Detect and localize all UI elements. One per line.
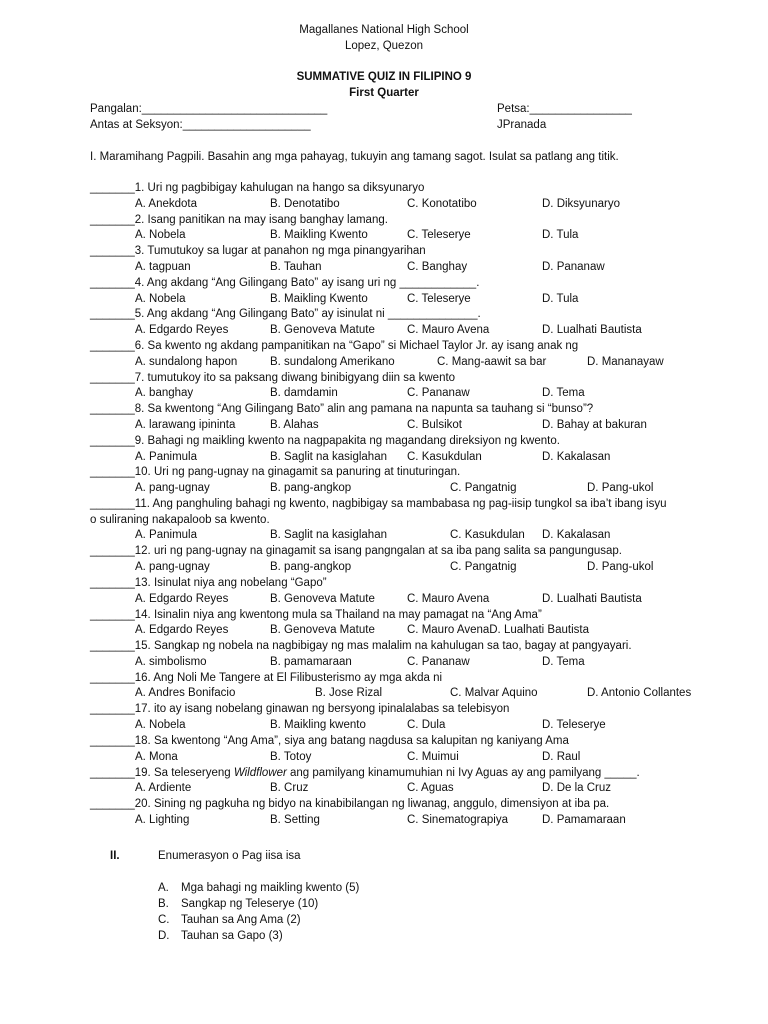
option-c: C. Kasukdulan	[450, 529, 525, 542]
option-b: B. Totoy	[270, 750, 312, 763]
question-5: _______5. Ang akdang “Ang Gilingang Bato” ay isinulat ni ______________.	[90, 308, 481, 321]
question-11: _______11. Ang panghuling bahagi ng kwento, nagbibigay sa mambabasa ng pag-iisip tungkol sa iba’t ibang isyu	[90, 498, 667, 510]
question-15: _______15. Sangkap ng nobela na nagbibigay ng mas malalim na kahulugan sa tao, bagay at pangyayari.	[90, 640, 632, 653]
option-c: C. Pananaw	[407, 655, 470, 668]
section-field: Antas at Seksyon:____________________	[90, 119, 311, 131]
options-row	[135, 198, 735, 212]
option-c: C. Bulsikot	[407, 418, 462, 431]
option-b: B. Denotatibo	[270, 197, 340, 210]
option-d: D. Lualhati Bautista	[542, 592, 642, 605]
option-d: D. Antonio Collantes	[587, 687, 692, 700]
option-a: A. Lighting	[135, 813, 190, 826]
part2-title: Enumerasyon o Pag iisa isa	[158, 850, 301, 862]
school-location: Lopez, Quezon	[344, 40, 423, 52]
option-b: B. Maikling kwento	[270, 719, 366, 731]
question-text-post: ang pamilyang kinamumuhian ni Ivy Aguas ay ang pamilyang _____.	[286, 766, 640, 779]
option-a: A. simbolismo	[135, 655, 207, 668]
enum-letter: D.	[158, 930, 170, 942]
question-4: _______4. Ang akdang “Ang Gilingang Bato” ay isang uri ng ____________.	[90, 276, 480, 289]
enum-item: Tauhan sa Gapo (3)	[181, 930, 283, 942]
question-11-continuation: o suliraning nakapaloob sa kwento.	[90, 513, 270, 526]
option-c: C. Pananaw	[407, 387, 470, 400]
option-d: D. Kakalasan	[542, 529, 611, 542]
option-d: D. Kakalasan	[542, 450, 611, 463]
enum-item: Tauhan sa Ang Ama (2)	[181, 914, 301, 926]
option-c: C. Sinematograpiya	[407, 813, 508, 826]
option-a: A. Nobela	[135, 292, 186, 305]
option-b: B. Maikling Kwento	[270, 292, 368, 305]
option-b: B. pamamaraan	[270, 655, 352, 668]
option-a: A. Andres Bonifacio	[135, 687, 236, 700]
options-row	[135, 529, 735, 543]
option-c: C. Muimui	[407, 750, 459, 763]
option-b: B. damdamin	[270, 387, 338, 400]
option-b: B. Alahas	[270, 418, 319, 431]
options-row	[135, 482, 735, 496]
option-b: B. Saglit na kasiglahan	[270, 529, 387, 542]
question-6: _______6. Sa kwento ng akdang pampanitikan na “Gapo” si Michael Taylor Jr. ay isang anak ng	[90, 340, 579, 352]
option-b: B. Genoveva Matute	[270, 592, 375, 605]
option-a: A. larawang ipininta	[135, 418, 236, 431]
options-row	[135, 419, 735, 433]
teacher-name: JPranada	[497, 119, 547, 131]
question-text-pre: _______19. Sa teleseryeng	[90, 766, 234, 779]
option-a: A. Nobela	[135, 719, 186, 731]
option-c: C. Aguas	[407, 782, 454, 795]
options-row	[135, 356, 735, 370]
option-d: D. Tula	[542, 292, 579, 305]
option-d: D. De la Cruz	[542, 782, 612, 795]
option-a: A. pang-ugnay	[135, 561, 210, 573]
enum-item: Mga bahagi ng maikling kwento (5)	[181, 882, 360, 894]
question-text-italic: Wildflower	[233, 766, 287, 779]
option-a: A. Ardiente	[135, 782, 192, 795]
option-b: B. Saglit na kasiglahan	[270, 450, 387, 463]
part1-instructions: I. Maramihang Pagpili. Basahin ang mga pahayag, tukuyin ang tamang sagot. Isulat sa patlang ang titik.	[90, 151, 619, 163]
option-a: A. banghay	[135, 387, 194, 400]
question-17: _______17. ito ay isang nobelang ginawan ng bersyong ipinalalabas sa telebisyon	[90, 703, 510, 716]
question-12: _______12. uri ng pang-ugnay na ginagamit sa isang pangngalan at sa iba pang salita sa pangungusap.	[90, 545, 622, 558]
enum-letter: A.	[158, 882, 169, 894]
option-a: A. Edgardo Reyes	[135, 592, 229, 605]
option-a: A. Panimula	[135, 450, 198, 463]
question-9: _______9. Bahagi ng maikling kwento na nagpapakita ng magandang direksiyon ng kwento.	[90, 434, 560, 447]
date-field: Petsa:________________	[497, 103, 632, 115]
enum-item: Sangkap ng Teleserye (10)	[181, 898, 319, 910]
option-d: D. Raul	[542, 750, 581, 763]
option-c: C. Mauro Avena	[407, 592, 490, 605]
options-row	[135, 624, 735, 638]
name-field: Pangalan:_____________________________	[90, 103, 328, 115]
option-b: B. sundalong Amerikano	[270, 355, 395, 368]
option-d: D. Tema	[542, 655, 585, 668]
options-row	[135, 687, 735, 701]
options-row	[135, 293, 735, 307]
option-b: B. Tauhan	[270, 260, 322, 273]
option-d: D. Diksyunaryo	[542, 197, 620, 210]
option-c: C. Mauro AvenaD. Lualhati Bautista	[407, 624, 589, 637]
option-c: C. Teleserye	[407, 229, 471, 242]
option-c: C. Pangatnig	[450, 482, 517, 495]
option-a: A. Edgardo Reyes	[135, 624, 229, 637]
option-b: B. pang-angkop	[270, 482, 352, 495]
option-b: B. Cruz	[270, 782, 309, 795]
option-b: B. Jose Rizal	[315, 687, 383, 700]
question-3: _______3. Tumutukoy sa lugar at panahon ng mga pinangyarihan	[90, 245, 426, 258]
question-13: _______13. Isinulat niya ang nobelang “Gapo”	[90, 576, 327, 589]
option-d: D. Mananayaw	[587, 355, 664, 368]
option-a: A. tagpuan	[135, 260, 191, 273]
question-7: _______7. tumutukoy ito sa paksang diwang binibigyang diin sa kwento	[90, 371, 456, 384]
option-a: A. Panimula	[135, 529, 198, 542]
quiz-title: SUMMATIVE QUIZ IN FILIPINO 9	[296, 71, 472, 83]
question-8: _______8. Sa kwentong “Ang Gilingang Bato” alin ang pamana na napunta sa tauhang si “bunso”?	[90, 403, 594, 416]
question-20: _______20. Sining ng pagkuha ng bidyo na kinabibilangan ng liwanag, anggulo, dimensiyon at iba pa.	[90, 798, 610, 811]
option-a: A. Edgardo Reyes	[135, 324, 229, 337]
question-2: _______2. Isang panitikan na may isang banghay lamang.	[90, 213, 388, 226]
options-row	[135, 814, 735, 828]
options-row	[135, 324, 735, 338]
option-b: B. Maikling Kwento	[270, 229, 368, 242]
option-d: D. Pang-ukol	[587, 561, 654, 573]
option-b: B. Genoveva Matute	[270, 324, 375, 337]
option-d: D. Tema	[542, 387, 585, 400]
option-d: D. Pamamaraan	[542, 813, 626, 826]
option-c: C. Mauro Avena	[407, 324, 490, 337]
option-c: C. Malvar Aquino	[450, 687, 538, 700]
enum-letter: B.	[158, 898, 169, 910]
option-a: A. Nobela	[135, 229, 186, 242]
option-b: B. pang-angkop	[270, 561, 352, 573]
options-row	[135, 656, 735, 670]
options-row	[135, 782, 735, 796]
question-14: _______14. Isinalin niya ang kwentong mula sa Thailand na may pamagat na “Ang Ama”	[90, 608, 542, 621]
option-c: C. Dula	[407, 719, 446, 731]
option-a: A. Mona	[135, 750, 178, 763]
option-a: A. pang-ugnay	[135, 482, 210, 495]
enum-letter: C.	[158, 914, 170, 926]
option-d: D. Lualhati Bautista	[542, 324, 642, 337]
quarter-label: First Quarter	[349, 87, 419, 99]
options-row	[135, 451, 735, 465]
option-c: C. Kasukdulan	[407, 450, 482, 463]
options-row	[135, 593, 735, 607]
option-d: D. Pang-ukol	[587, 482, 654, 495]
option-c: C. Teleserye	[407, 292, 471, 305]
school-name: Magallanes National High School	[299, 24, 469, 36]
option-c: C. Banghay	[407, 260, 468, 273]
options-row	[135, 261, 735, 275]
part2-numeral: II.	[110, 850, 120, 862]
question-16: _______16. Ang Noli Me Tangere at El Filibusterismo ay mga akda ni	[90, 671, 443, 684]
options-row	[135, 719, 735, 733]
question-1: _______1. Uri ng pagbibigay kahulugan na hango sa diksyunaryo	[90, 182, 425, 194]
option-a: A. sundalong hapon	[135, 355, 238, 368]
options-row	[135, 229, 735, 243]
options-row	[135, 751, 735, 765]
question-10: _______10. Uri ng pang-ugnay na ginagamit sa panuring at tinuturingan.	[90, 466, 461, 479]
options-row	[135, 561, 735, 575]
option-d: D. Bahay at bakuran	[542, 418, 647, 431]
question-19	[90, 767, 640, 779]
option-d: D. Tula	[542, 229, 579, 242]
option-d: D. Pananaw	[542, 260, 605, 273]
option-c: C. Pangatnig	[450, 561, 517, 573]
option-c: C. Konotatibo	[407, 197, 477, 210]
options-row	[135, 387, 735, 401]
option-a: A. Anekdota	[135, 197, 198, 210]
option-b: B. Genoveva Matute	[270, 624, 375, 637]
option-d: D. Teleserye	[542, 719, 606, 731]
option-b: B. Setting	[270, 813, 320, 826]
option-c: C. Mang-aawit sa bar	[437, 355, 547, 368]
question-18: _______18. Sa kwentong “Ang Ama”, siya ang batang nagdusa sa kalupitan ng kaniyang Ama	[90, 734, 569, 747]
